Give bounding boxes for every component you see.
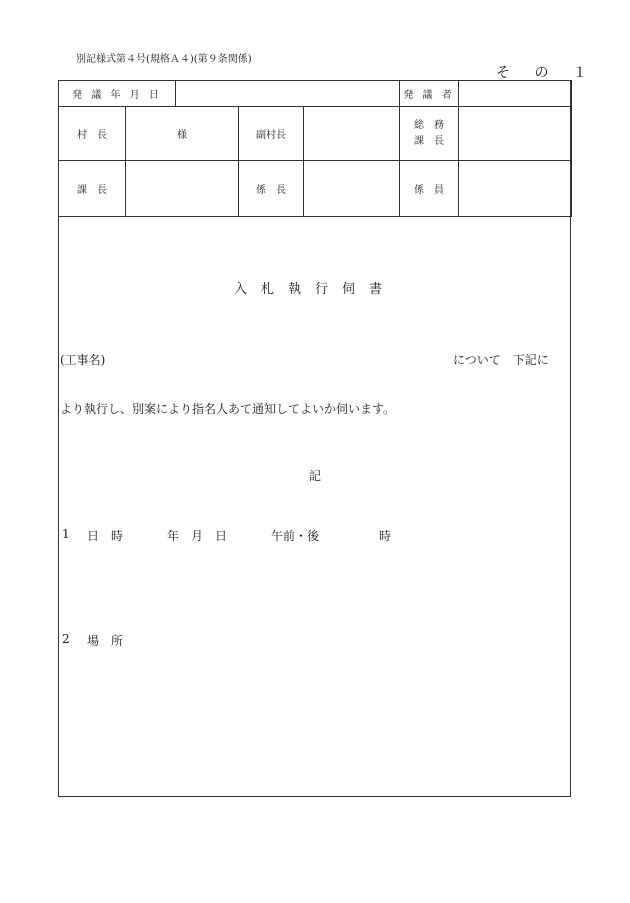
issue-date-label: 発 議 年 月 日 (59, 81, 176, 107)
section-chief-label: 課 長 (59, 161, 126, 217)
issuer-field[interactable] (459, 81, 572, 107)
item1-date: 年 月 日 (167, 529, 228, 543)
body-line-2: より執行し、別案により指名人あて通知してよいか伺います。 (60, 402, 396, 416)
staff-cell[interactable] (459, 161, 572, 217)
deputy-mayor-cell[interactable] (304, 107, 400, 161)
document-title: 入札執行伺書 (233, 282, 396, 297)
mayor-label: 村 長 (59, 107, 126, 161)
section-chief-cell[interactable] (126, 161, 239, 217)
item2-label: 場 所 (87, 634, 124, 648)
page-label: そ の １ (496, 65, 597, 81)
subsection-chief-cell[interactable] (304, 161, 400, 217)
form-number: 別記様式第４号(規格Ａ４)(第９条関係) (76, 54, 252, 65)
deputy-mayor-label: 副村長 (239, 107, 304, 161)
staff-label: 係 員 (400, 161, 459, 217)
item1-label: 日 時 (87, 529, 124, 543)
general-affairs-cell[interactable] (459, 107, 572, 161)
project-name-label: (工事名) (60, 353, 106, 367)
subsection-chief-label: 係 長 (239, 161, 304, 217)
item1-number: 1 (62, 527, 70, 541)
mayor-cell[interactable] (126, 107, 239, 161)
issue-date-field[interactable] (176, 81, 400, 107)
general-affairs-label-line2: 課 長 (414, 135, 444, 147)
general-affairs-label (400, 107, 459, 161)
about-text: について 下記に (453, 353, 549, 367)
approval-table (58, 80, 572, 217)
general-affairs-label-line1: 総 務 (414, 119, 444, 131)
item2-number: 2 (62, 632, 70, 646)
issuer-label: 発 議 者 (400, 81, 459, 107)
ki-heading: 記 (309, 469, 322, 483)
item1-ampm: 午前・後 (271, 529, 320, 543)
item1-hour: 時 (379, 529, 392, 543)
mayor-honorific: 様 (177, 130, 187, 141)
